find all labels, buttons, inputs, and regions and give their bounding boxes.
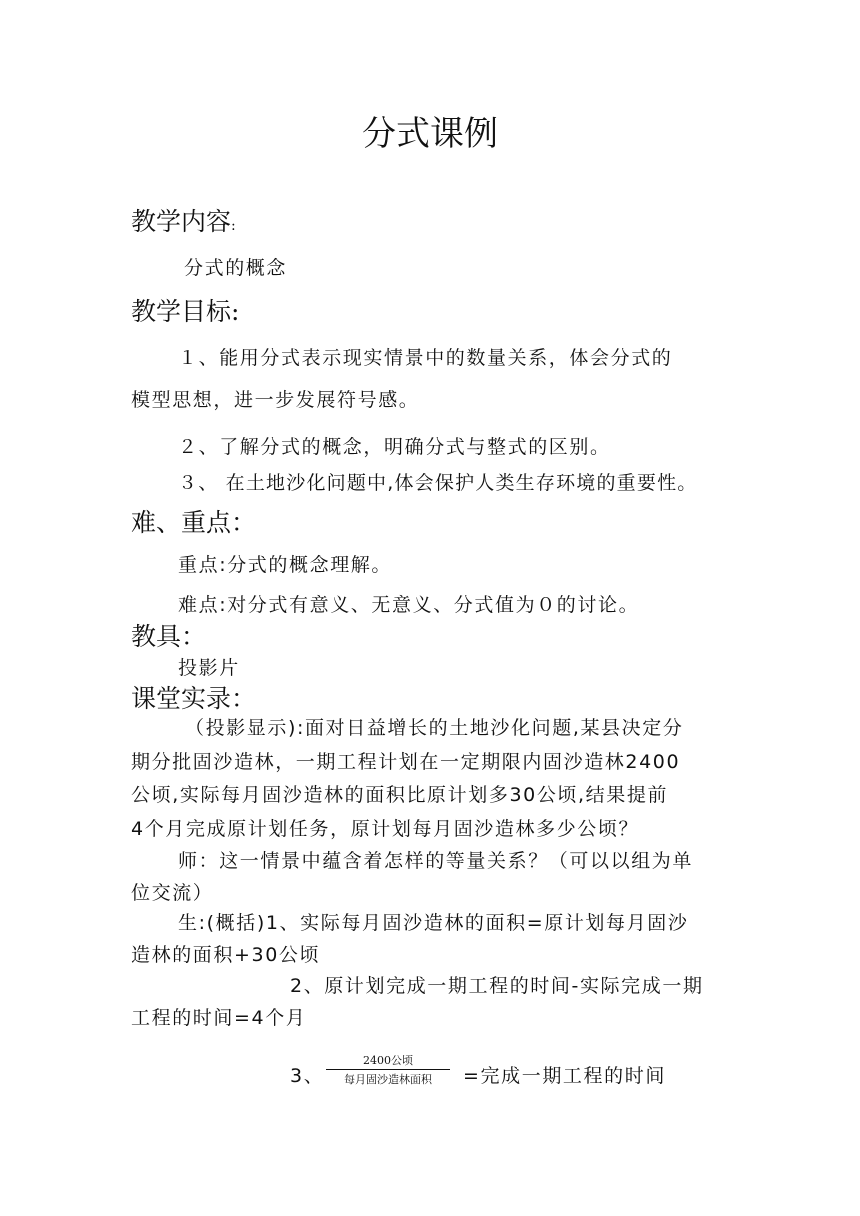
record-line: 4个月完成原计划任务，原计划每月固沙造林多少公顷？ (131, 818, 640, 840)
record-line: 期分批固沙造林，一期工程计划在一定期限内固沙造林2400 (131, 751, 681, 773)
section-heading-content (131, 202, 236, 238)
fraction-numerator: 2400公顷 (363, 1054, 413, 1067)
equation-3-label: 3、 (290, 1065, 325, 1087)
content-heading-text: 教学内容 (131, 207, 232, 236)
record-line: 造林的面积+30公顷 (131, 944, 321, 966)
record-line: 公顷,实际每月固沙造林的面积比原计划多30公顷,结果提前 (131, 784, 669, 806)
record-line: 位交流） (131, 882, 214, 904)
content-heading-colon: : (231, 218, 236, 234)
equation-3-rhs: =完成一期工程的时间 (463, 1065, 666, 1087)
record-line: 师：这一情景中蕴含着怎样的等量关系？（可以以组为单 (178, 850, 694, 872)
goal-2: ２、了解分式的概念，明确分式与整式的区别。 (178, 436, 611, 458)
content-text: 分式的概念 (184, 257, 288, 279)
record-line: 生:(概括)1、实际每月固沙造林的面积=原计划每月固沙 (178, 912, 689, 934)
document-title: 分式课例 (362, 114, 498, 154)
section-heading-key-points: 难、重点： (131, 508, 257, 537)
key-point-difficulty: 难点:对分式有意义、无意义、分式值为０的讨论。 (178, 594, 640, 616)
fraction-denominator: 每月固沙造林面积 (344, 1073, 432, 1086)
section-heading-goals: 教学目标: (131, 297, 240, 326)
goal-1-line-2: 模型思想，进一步发展符号感。 (131, 389, 420, 411)
record-line: 工程的时间=4个月 (131, 1007, 307, 1029)
goal-3: ３、 在土地沙化问题中,体会保护人类生存环境的重要性。 (178, 472, 698, 494)
tools-text: 投影片 (178, 657, 240, 679)
record-line: 2、原计划完成一期工程的时间-实际完成一期 (290, 975, 704, 997)
equation-3-fraction (326, 1052, 450, 1087)
key-point-focus: 重点:分式的概念理解。 (178, 554, 393, 576)
record-line: （投影显示):面对日益增长的土地沙化问题,某县决定分 (185, 717, 684, 739)
section-heading-record: 课堂实录： (131, 684, 257, 713)
section-heading-tools: 教具： (131, 622, 207, 651)
goal-1-line-1: １、能用分式表示现实情景中的数量关系，体会分式的 (178, 347, 673, 369)
